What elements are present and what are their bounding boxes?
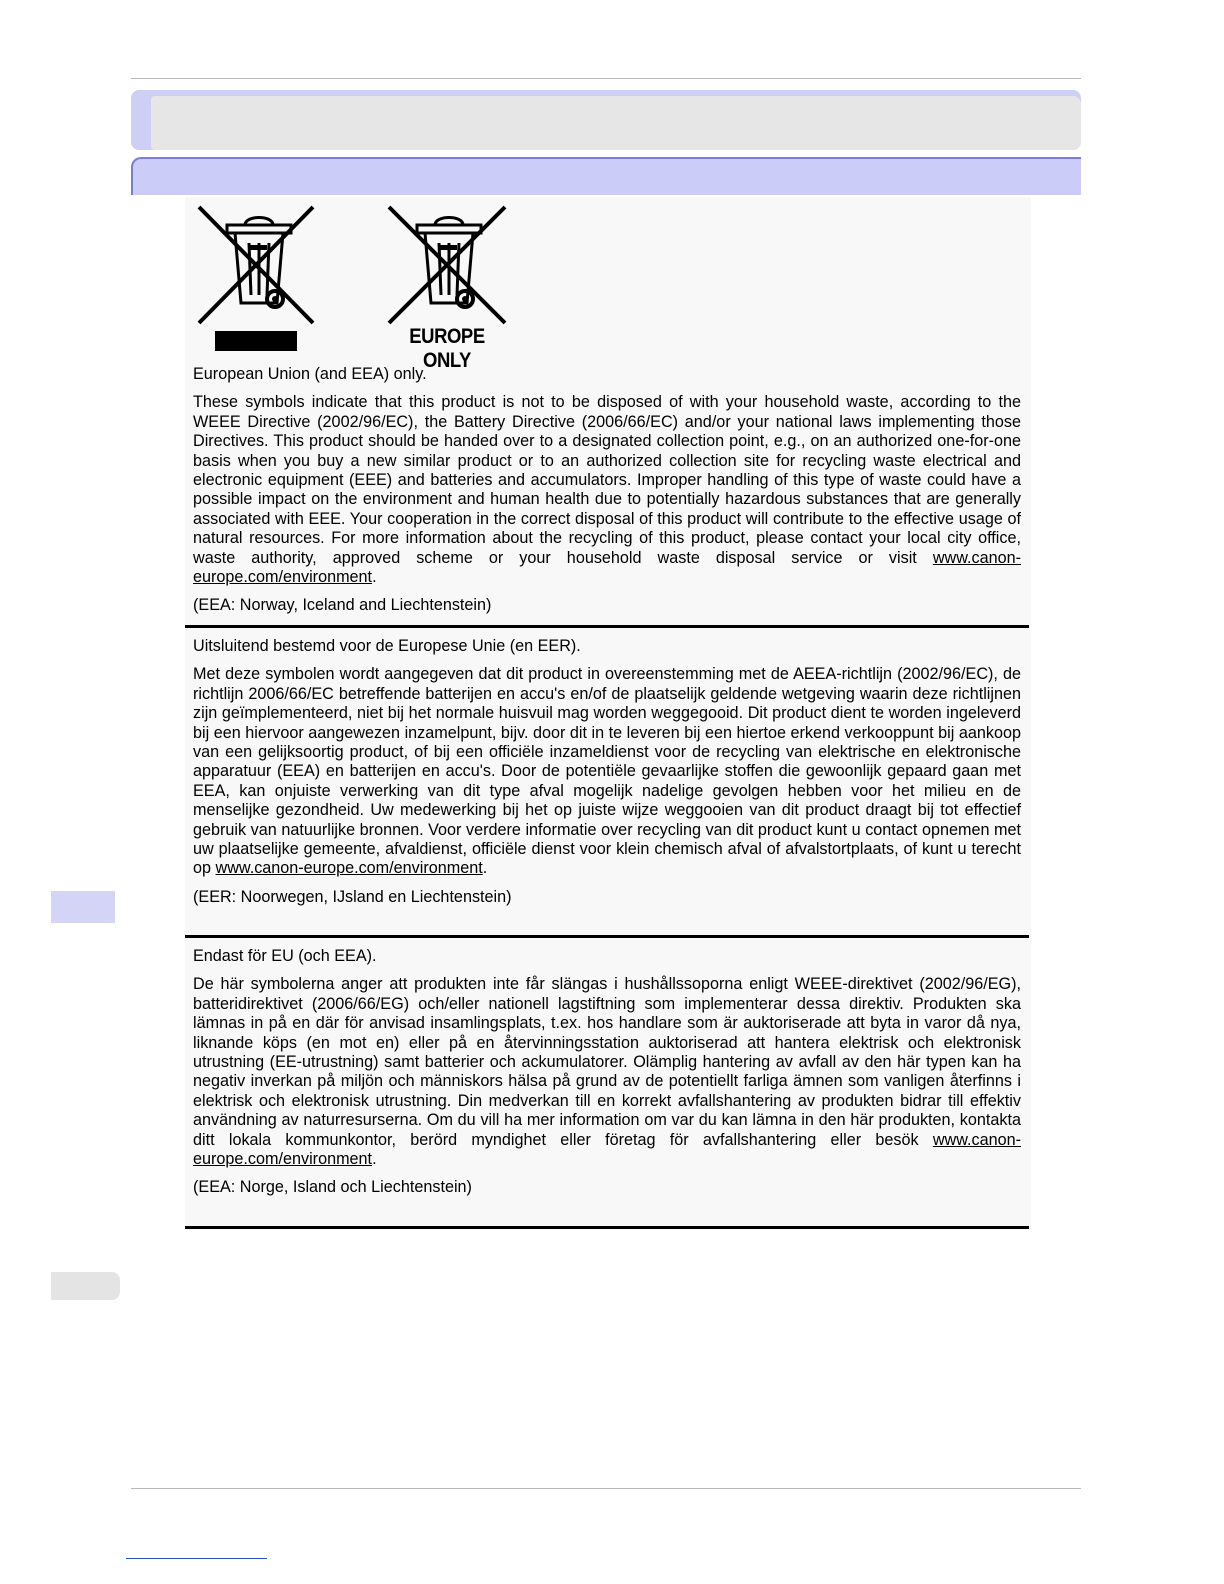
bottom-rule (131, 1488, 1081, 1489)
notice-body: Met deze symbolen wordt aangegeven dat dit product in overeenstemming met de AEEA-richtlijn (2002/96/EC), de richtlijn 2006/66/EC betreffende batterijen en accu's en/of de plaatselijk geldende wetgeving waarin deze richtlijnen zijn geïmplementeerd, niet bij het normale huisvuil mag worden weggegooid. Dit product dient te worden ingeleverd bij een hiervoor aangewezen inzamelpunt, bijv. door dit in te leveren bij een hiertoe erkend verkooppunt bij aankoop van een gelijksoortig product, of bij een officiële inzameldienst voor de recycling van elektrische en elektronische apparatuur (EEA) en batterijen en accu's. Door de potentiële gevaarlijke stoffen die gewoonlijk gepaard gaan met EEA, kan onjuiste verwerking van dit type afval mogelijk nadelige gevolgen hebben voor het milieu en de menselijke gezondheid. Uw medewerking bij het op juiste wijze weggooien van dit product draagt bij tot effectief gebruik van natuurlijke bronnen. Voor verdere informatie over recycling van dit product kunt u contact opnemen met uw plaatselijke gemeente, afvaldienst, officiële dienst voor klein chemisch afval of afvalstortplaats, of kunt u terecht op www.canon-europe.com/environment. (193, 665, 1021, 878)
notice-swedish (193, 947, 1021, 1198)
crossed-out-wheelie-bin-icon (195, 203, 317, 353)
environment-link[interactable]: www.canon-europe.com/environment (193, 548, 1021, 587)
environment-link[interactable]: www.canon-europe.com/environment (193, 1130, 1021, 1169)
notice-body: These symbols indicate that this product is not to be disposed of with your household waste, according to the WEEE Directive (2002/96/EC), the Battery Directive (2006/66/EC) and/or your national laws implementing those Directives. This product should be handed over to a designated collection point, e.g., on an authorized one-for-one basis when you buy a new similar product or to an authorized collection site for recycling waste electrical and electronic equipment (EEE) and batteries and accumulators. Improper handling of this type of waste could have a possible impact on the environment and human health due to potentially hazardous substances that are generally associated with EEE. Your cooperation in the correct disposal of this product will contribute to the effective usage of natural resources. For more information about the recycling of this product, please contact your local city office, waste authority, approved scheme or your household waste disposal service or visit www.canon-europe.com/environment. (193, 393, 1021, 587)
notice-region: (EER: Noorwegen, IJsland en Liechtenstein) (193, 887, 512, 906)
notice-divider (185, 935, 1029, 938)
notice-heading: Endast för EU (och EEA). (193, 947, 377, 965)
notice-region: (EEA: Norway, Iceland and Liechtenstein) (193, 596, 492, 615)
environment-link[interactable]: www.canon-europe.com/environment (215, 859, 483, 878)
notice-dutch (193, 637, 1021, 907)
notice-divider (185, 1226, 1029, 1229)
top-rule (131, 78, 1081, 79)
notice-body: De här symbolerna anger att produkten inte får slängas i hushållssoporna enligt WEEE-direktivet (2002/96/EG), batteridirektivet (2006/66/EG) och/eller nationell lagstiftning som implementerar dessa direktiv. Produkten ska lämnas in på en där för anvisad insamlingsplats, t.ex. hos handlare som är auktoriserade att byta in varor då nya, liknande köps (en mot en) eller på en återvinningsstation auktoriserad att hantera elektrisk och elektronisk utrustning (EE-utrustning) samt batterier och ackumulatorer. Olämplig hantering av avfall av den här typen kan ha negativ inverkan på miljön och människors hälsa på grund av de potentiellt farliga ämnen som vanligen återfinns i elektrisk och elektronisk utrustning. Din medverkan till en korrekt avfallshantering av produkten bidrar till effektiv användning av naturresurserna. Om du vill ha mer information om var du kan lämna in den här produkten, kontakta ditt lokala kommunkontor, berörd myndighet eller företag för avfallshantering eller besök www.canon-europe.com/environment. (193, 975, 1021, 1169)
footer-link-underline (126, 1558, 267, 1559)
chapter-header (131, 90, 1081, 150)
notice-divider (185, 625, 1029, 628)
notice-english (193, 365, 1021, 616)
chapter-side-tab[interactable] (51, 891, 115, 923)
weee-notice (185, 197, 1031, 1230)
page-side-tab (51, 1272, 120, 1300)
notice-region: (EEA: Norge, Island och Liechtenstein) (193, 1178, 472, 1197)
notice-heading: Uitsluitend bestemd voor de Europese Unie (en EER). (193, 637, 581, 655)
section-header (131, 157, 1081, 195)
notice-heading: European Union (and EEA) only. (193, 365, 427, 383)
chapter-header-panel (151, 96, 1081, 150)
europe-only-label: EUROPE ONLY (409, 325, 485, 372)
